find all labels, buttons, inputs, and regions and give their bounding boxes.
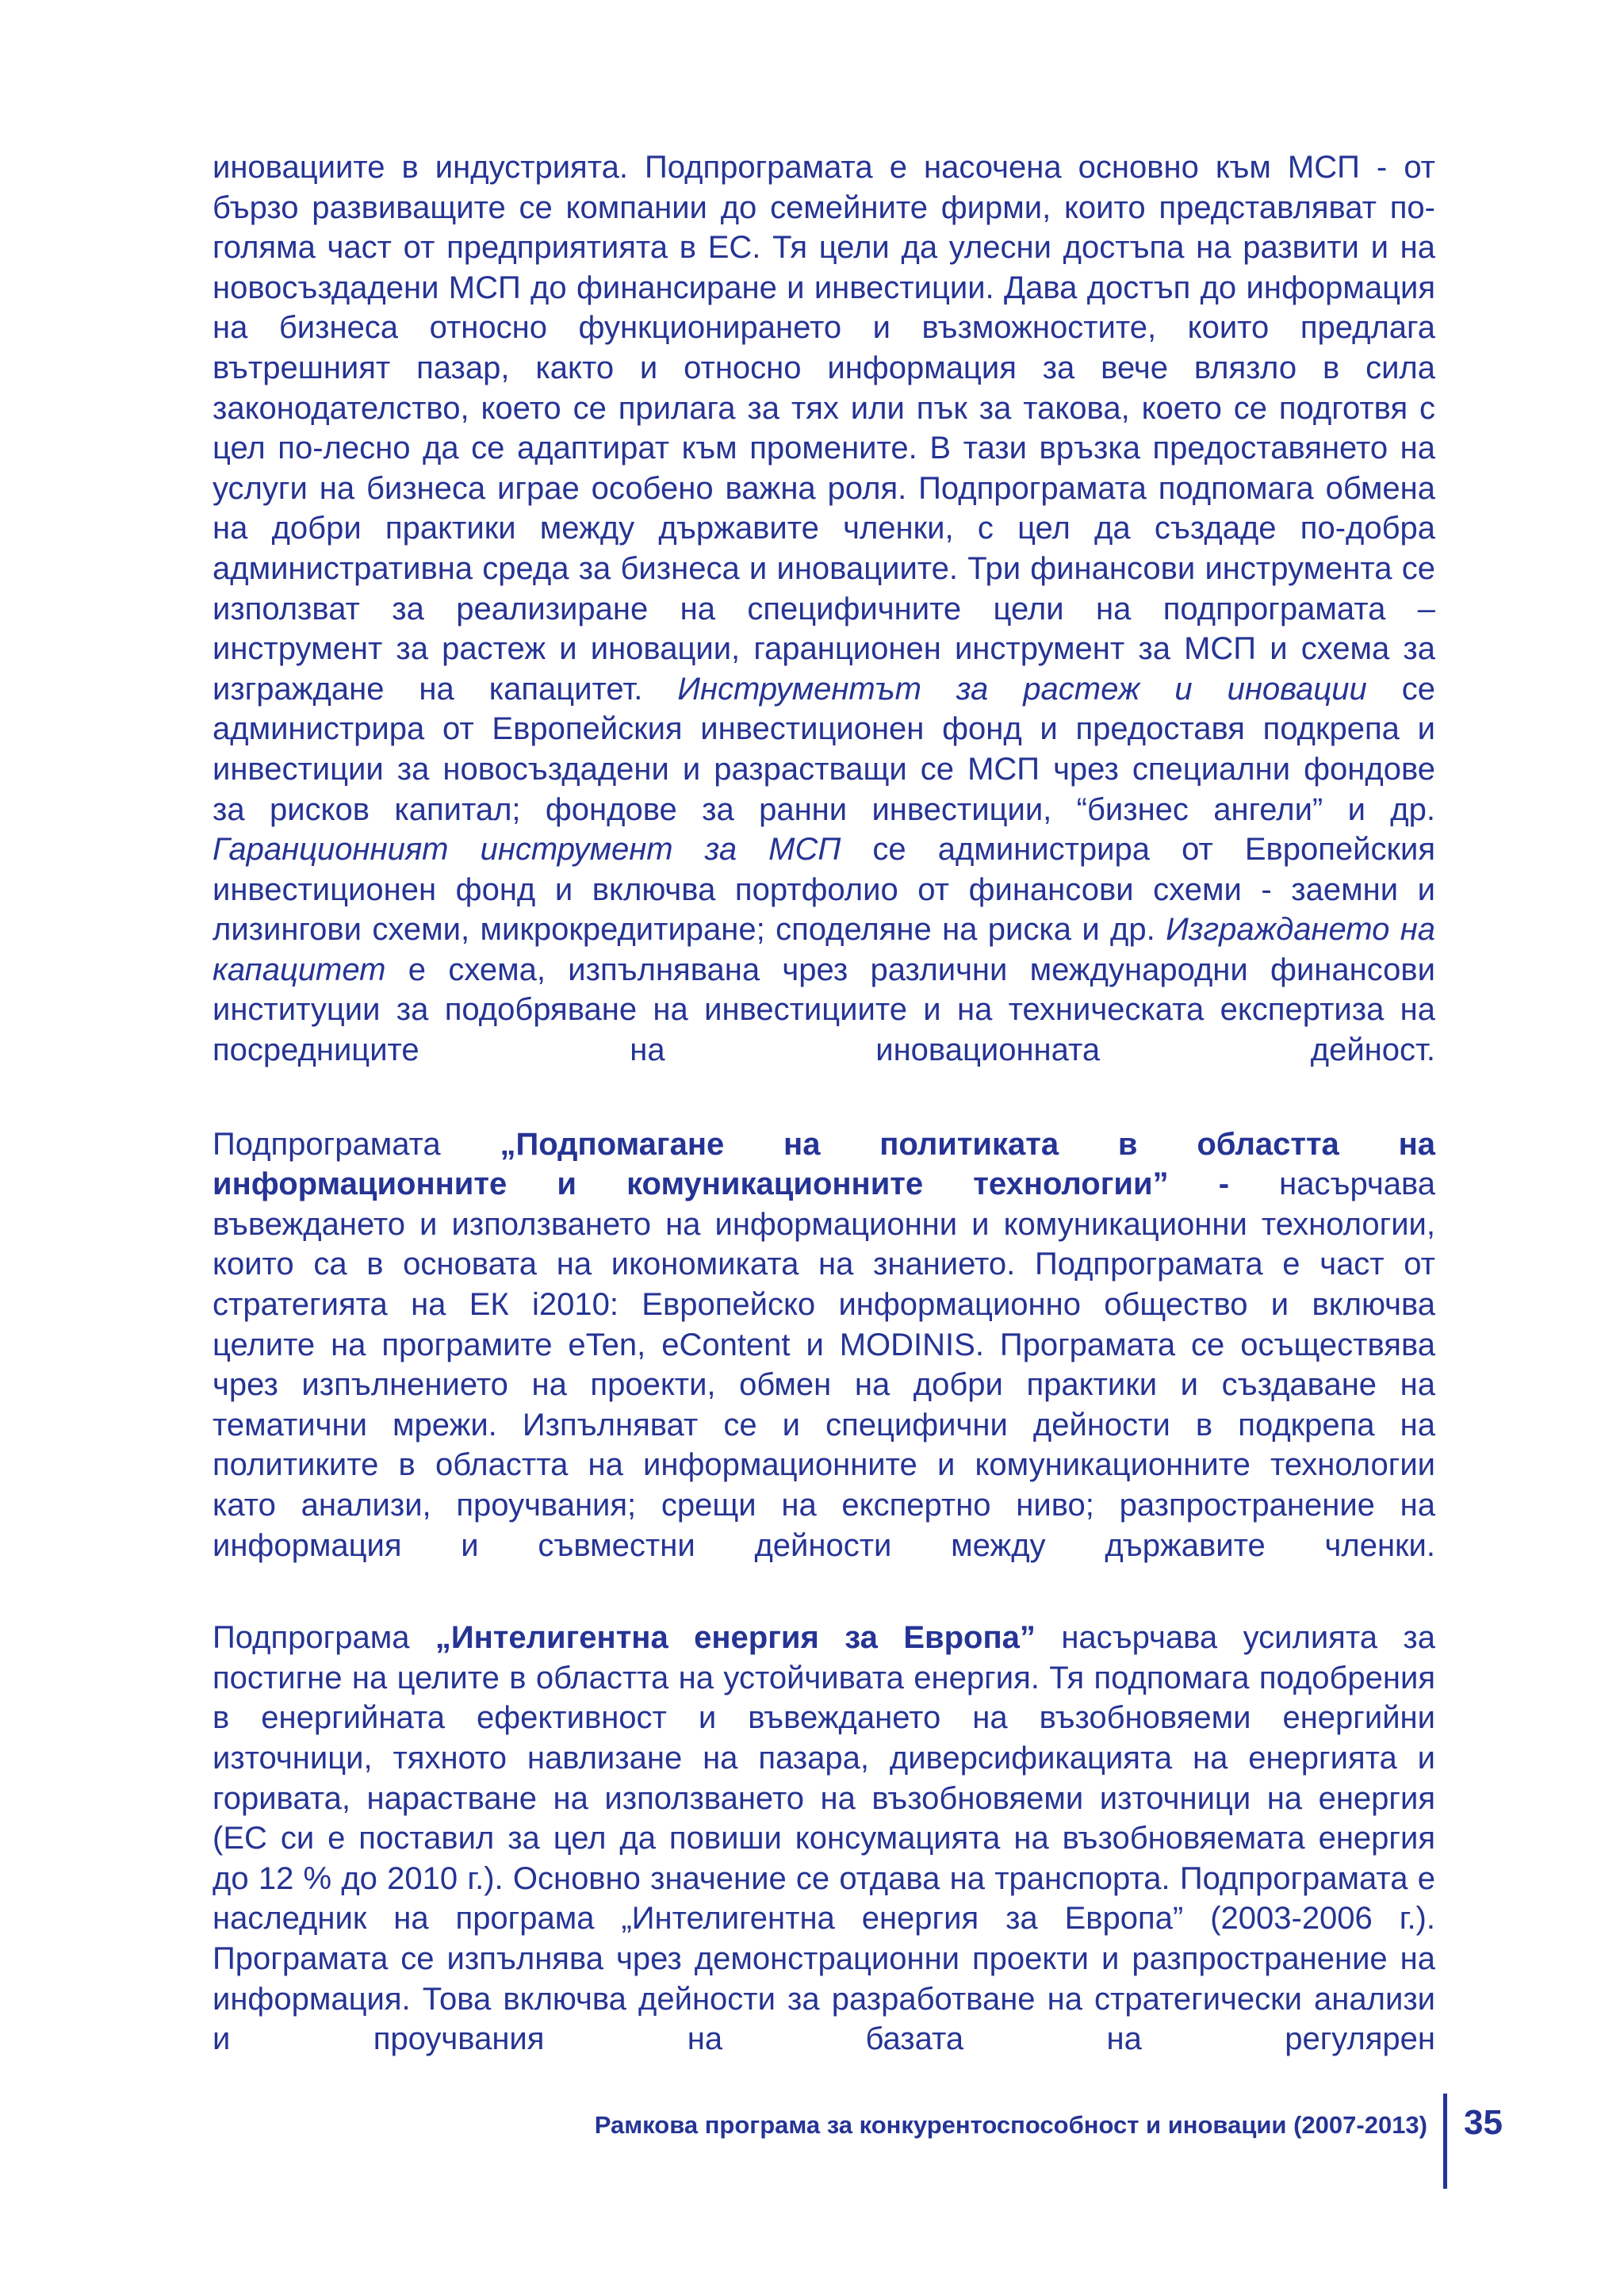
paragraph-ict-programme — [213, 1125, 1435, 1566]
paragraph-text: насърчава въвеждането и използването на информационни и комуникационни технологии, които са в основата на икономиката на знанието. Подпрограмата е част от стратегията на ЕК i2010: Европейско информационно общество и включва целите на програмите eTen, eContent и MODINIS. Програмата се осъществява чрез изпълнението на проекти, обмен на добри практики и създаване на тематични мрежи. Изпълняват се и специфични дейности в подкрепа на политиките в областта на информационните и комуникационните технологии като анализи, проучвания; срещи на експертно ниво; разпространение на информация и съвместни дейности между държавите членки. — [213, 1167, 1435, 1563]
paragraph-text: се администрира от Европейския инвестиционен фонд и включва портфолио от финансови схеми - заемни и лизингови схеми, микрокредитиране; споделяне на риска и др. — [213, 832, 1436, 948]
paragraph-lead: Подпрограма — [213, 1620, 410, 1656]
paragraph-text: насърчава усилията за постигне на целите в областта на устойчивата енергия. Тя подпомага подобрения в енергийната ефективност и въвеждането на възобновяеми енергийни източници, тяхното навлизане на пазара, диверсификацията на енергията и горивата, нарастване на използването на възобновяеми източници на енергия (ЕС си е поставил за цел да повиши консумацията на възобновяемата енергия до 12 % до 2010 г.). Основно значение се отдава на транспорта. Подпрограмата е наследник на програма „Интелигентна енергия за Европа” (2003-2006 г.). Програмата се изпълнява чрез демонстрационни проекти и разпространение на информация. Това включва дейности за разработване на стратегически анализи и проучвания на базата на регулярен — [213, 1620, 1435, 2057]
paragraph-smp-instruments — [213, 148, 1435, 1071]
emphasis-guarantee-instrument: Гаранционният инструмент за МСП — [213, 832, 841, 868]
emphasis-growth-instrument: Инструментът за растеж и иновации — [677, 671, 1367, 707]
programme-title-ict: „Подпомагане на политиката в областта на информационните и комуникационните технологии” - — [213, 1126, 1435, 1202]
emphasis-capacity-building: Изграждането на капацитет — [213, 912, 1435, 987]
paragraph-lead: Подпрограмата — [213, 1126, 441, 1162]
page-number: 35 — [1464, 2103, 1503, 2142]
page-body — [213, 148, 1435, 2059]
page-footer — [0, 2094, 1624, 2189]
paragraph-text: се администрира от Европейския инвестиционен фонд и предоставя подкрепа и инвестиции за новосъздадени и разрастващи се МСП чрез специални фондове за рисков капитал; фондове за ранни инвестиции, “бизнес ангели” и др. — [213, 671, 1435, 827]
paragraph-text: иновациите в индустрията. Подпрограмата е насочена основно към МСП - от бързо развиващите се компании до семейните фирми, които представляват по-голяма част от предприятията в ЕС. Тя цели да улесни достъпа на развити и на новосъздадени МСП до финансиране и инвестиции. Дава достъп до информация на бизнеса относно функционирането и възможностите, които предлага вътрешният пазар, както и относно информация за вече влязло в сила законодателство, което се прилага за тях или пък за такова, което се подготвя с цел по-лесно да се адаптират към промените. В тази връзка предоставянето на услуги на бизнеса играе особено важна роля. Подпрограмата подпомага обмена на добри практики между държавите членки, с цел да създаде по-добра административна среда за бизнеса и иновациите. Три финансови инструмента се използват за реализиране на специфичните цели на подпрограмата – инструмент за растеж и иновации, гаранционен инструмент за МСП и схема за изграждане на капацитет. — [213, 150, 1435, 707]
footer-title: Рамкова програма за конкурентоспособност и иновации (2007-2013) — [594, 2111, 1427, 2139]
footer-divider — [1443, 2094, 1447, 2189]
paragraph-text: е схема, изпълнявана чрез различни международни финансови институции за подобряване на инвестициите и на техническата експертиза на посредниците на иновационната дейност. — [213, 952, 1435, 1068]
programme-title-energy: „Интелигентна енергия за Европа” — [435, 1620, 1036, 1656]
paragraph-energy-programme — [213, 1618, 1435, 2059]
